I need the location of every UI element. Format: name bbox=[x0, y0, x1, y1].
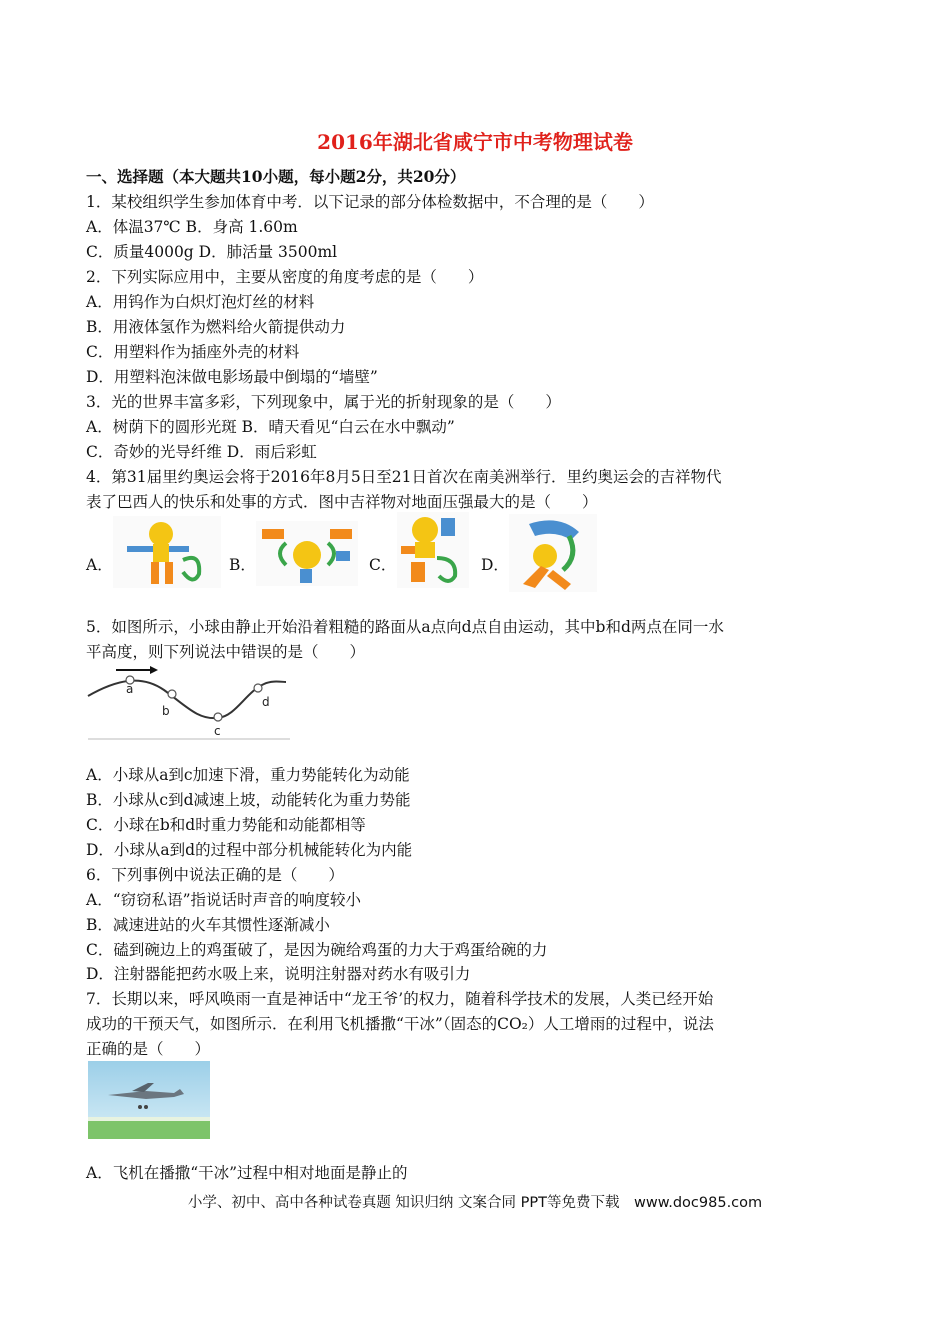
q5-stem-line1: 5．如图所示，小球由静止开始沿着粗糙的路面从a点向d点自由运动，其中b和d两点在同一水 bbox=[86, 618, 724, 636]
q4-stem-line1: 4．第31届里约奥运会将于2016年8月5日至21日首次在南美洲举行．里约奥运会的吉祥物代 bbox=[86, 468, 722, 486]
q2-stem: 2．下列实际应用中，主要从密度的角度考虑的是（ ） bbox=[86, 268, 484, 286]
q3-options-ab: A．树荫下的圆形光斑 B．晴天看见“白云在水中飘动” bbox=[86, 418, 455, 436]
q2-option-c: C．用塑料作为插座外壳的材料 bbox=[86, 343, 300, 361]
q5-option-a: A．小球从a到c加速下滑，重力势能转化为动能 bbox=[86, 766, 410, 784]
q6-option-a: A．“窃窃私语”指说话时声音的响度较小 bbox=[86, 891, 362, 909]
q1-options-ab: A．体温37℃ B．身高 1.60m bbox=[86, 218, 298, 236]
q7-option-a: A．飞机在播撒“干冰”过程中相对地面是静止的 bbox=[86, 1164, 408, 1182]
section-header: 一、选择题（本大题共10小题，每小题2分，共20分） bbox=[86, 167, 466, 186]
direction-arrow-head bbox=[150, 666, 158, 674]
q3-stem: 3．光的世界丰富多彩，下列现象中，属于光的折射现象的是（ ） bbox=[86, 393, 561, 411]
ball-track-diagram bbox=[86, 662, 290, 742]
q7-stem-line2: 成功的干预天气，如图所示．在利用飞机播撒“干冰”（固态的CO₂）人工增雨的过程中，说法 bbox=[86, 1015, 714, 1033]
q6-option-d: D．注射器能把药水吸上来，说明注射器对药水有吸引力 bbox=[86, 965, 471, 983]
footer-text: 小学、初中、高中各种试卷真题 知识归纳 文案合同 PPT等免费下载 www.doc985.com bbox=[187, 1195, 763, 1211]
q4-label-d: D． bbox=[481, 556, 509, 574]
mascot-a-image bbox=[113, 516, 221, 588]
label-a: a bbox=[126, 682, 134, 696]
q1-stem: 1．某校组织学生参加体育中考．以下记录的部分体检数据中，不合理的是（ ） bbox=[86, 193, 654, 211]
q7-stem-line3: 正确的是（ ） bbox=[86, 1040, 211, 1058]
q4-stem-line2: 表了巴西人的快乐和处事的方式．图中吉祥物对地面压强最大的是（ ） bbox=[86, 493, 598, 511]
page-title: 2016年湖北省咸宁市中考物理试卷 bbox=[317, 130, 633, 154]
q7-stem-line1: 7．长期以来，呼风唤雨一直是神话中“龙王爷’的权力，随着科学技术的发展，人类已经开始 bbox=[86, 990, 714, 1008]
q5-stem-line2: 平高度，则下列说法中错误的是（ ） bbox=[86, 643, 366, 661]
q5-option-c: C．小球在b和d时重力势能和动能都相等 bbox=[86, 816, 366, 834]
q3-options-cd: C．奇妙的光导纤维 D．雨后彩虹 bbox=[86, 443, 317, 461]
q2-option-a: A．用钨作为白炽灯泡灯丝的材料 bbox=[86, 293, 315, 311]
q5-option-b: B．小球从c到d减速上坡，动能转化为重力势能 bbox=[86, 791, 411, 809]
q1-options-cd: C．质量4000g D．肺活量 3500ml bbox=[86, 243, 338, 261]
ball-d bbox=[254, 684, 262, 692]
mascot-d-image bbox=[509, 514, 597, 592]
q2-option-b: B．用液体氢作为燃料给火箭提供动力 bbox=[86, 318, 346, 336]
q5-option-d: D．小球从a到d的过程中部分机械能转化为内能 bbox=[86, 841, 413, 859]
q6-option-b: B．减速进站的火车其惯性逐渐减小 bbox=[86, 916, 330, 934]
q4-label-c: C． bbox=[369, 556, 397, 574]
mascot-b-image bbox=[256, 521, 358, 586]
q4-label-b: B． bbox=[229, 556, 256, 574]
ball-c bbox=[214, 713, 222, 721]
label-b: b bbox=[162, 704, 170, 718]
airplane-cloud-seeding-image bbox=[88, 1061, 210, 1139]
q4-label-a: A． bbox=[86, 556, 113, 574]
mascot-c-image bbox=[397, 512, 469, 588]
q2-option-d: D．用塑料泡沫做电影场最中倒塌的“墙壁” bbox=[86, 368, 378, 386]
label-c: c bbox=[214, 724, 221, 738]
q6-stem: 6．下列事例中说法正确的是（ ） bbox=[86, 866, 344, 884]
q6-option-c: C．磕到碗边上的鸡蛋破了，是因为碗给鸡蛋的力大于鸡蛋给碗的力 bbox=[86, 941, 548, 959]
label-d: d bbox=[262, 695, 270, 709]
ball-b bbox=[168, 690, 176, 698]
